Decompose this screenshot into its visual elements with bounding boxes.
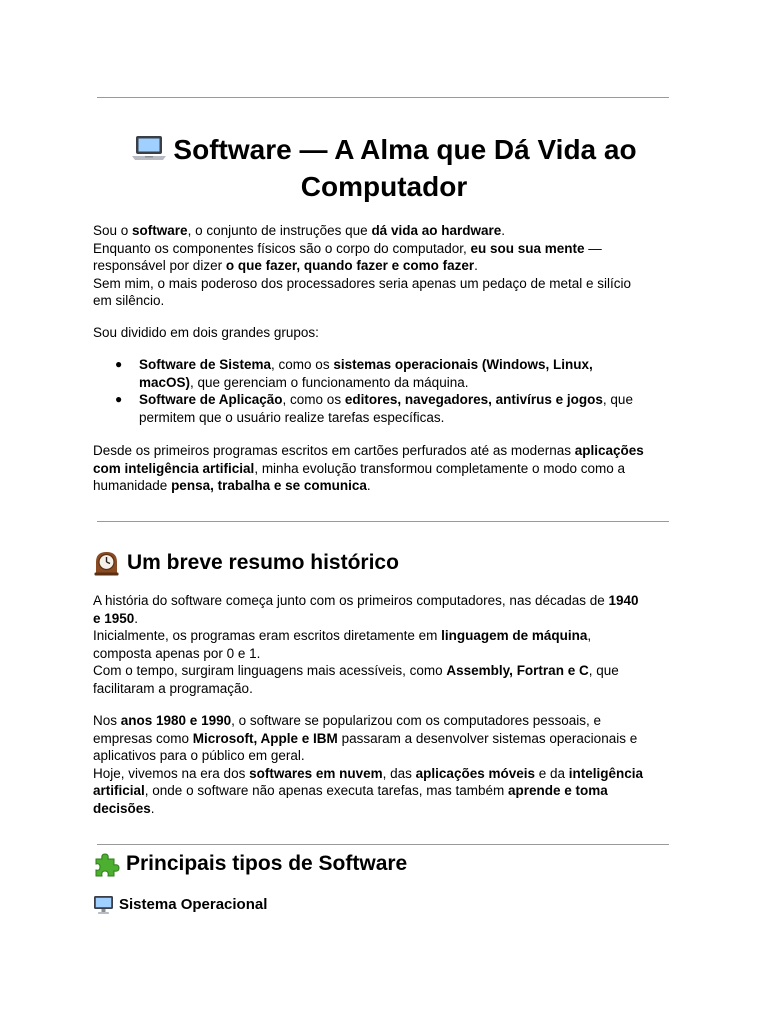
- os-heading-text: Sistema Operacional: [119, 896, 268, 913]
- desktop-computer-icon: [93, 895, 114, 915]
- page-title: [93, 131, 675, 205]
- software-groups-list: [93, 356, 673, 426]
- intro-paragraph: Sou o software, o conjunto de instruções que dá vida ao hardware. Enquanto os componentes físicos são o corpo do computador, eu sou sua mente — responsável por dizer o que fazer, quando fazer e como fazer. Sem mim, o mais poderoso dos processadores seria apenas um pedaço de metal e silício em silêncio.: [93, 223, 632, 309]
- divider-top: [97, 97, 669, 98]
- history-paragraph-2: Nos anos 1980 e 1990, o software se popularizou com os computadores pessoais, e empresas como Microsoft, Apple e IBM passaram a desenvolver sistemas operacionais e aplicativos para o público em geral. Hoje, vivemos na era dos softwares em nuvem, das aplicações móveis e da inteligência artificial, onde o software não apenas executa tarefas, mas também aprende e toma decisões.: [93, 713, 644, 816]
- mantel-clock-icon: [93, 550, 120, 576]
- laptop-icon: [131, 133, 167, 163]
- puzzle-piece-icon: [93, 851, 120, 877]
- divider-types: [97, 844, 669, 845]
- types-heading: [93, 851, 407, 877]
- types-heading-text: Principais tipos de Software: [126, 852, 408, 875]
- title-line-2: Computador: [300, 171, 468, 202]
- groups-intro: Sou dividido em dois grandes grupos:: [93, 325, 319, 340]
- bullet-icon: ●: [115, 392, 123, 407]
- history-paragraph-1: A história do software começa junto com os primeiros computadores, nas décadas de 1940 e 1950. Inicialmente, os programas eram escritos diretamente em linguagem de máquina, composta apenas por 0 e 1. Com o tempo, surgiram linguagens mais acessíveis, como Assembly, Fortran e C, que facilitaram a programação.: [93, 593, 639, 696]
- evolution-paragraph: Desde os primeiros programas escritos em cartões perfurados até as modernas aplicações com inteligência artificial, minha evolução transformou completamente o modo como a humanidade pensa, trabalha e se comunica.: [93, 443, 644, 494]
- bullet-icon: ●: [115, 357, 123, 371]
- os-heading: [93, 894, 267, 916]
- title-line-1: Software — A Alma que Dá Vida ao: [173, 134, 637, 165]
- list-item: ● Software de Sistema, como os sistemas operacionais (Windows, Linux, macOS), que gerenciam o funcionamento da máquina.: [115, 357, 593, 390]
- divider-history: [97, 521, 669, 522]
- list-item: ● Software de Aplicação, como os editores, navegadores, antivírus e jogos, que permitem que o usuário realize tarefas específicas.: [115, 392, 633, 425]
- history-heading: [93, 550, 399, 576]
- history-heading-text: Um breve resumo histórico: [127, 551, 399, 574]
